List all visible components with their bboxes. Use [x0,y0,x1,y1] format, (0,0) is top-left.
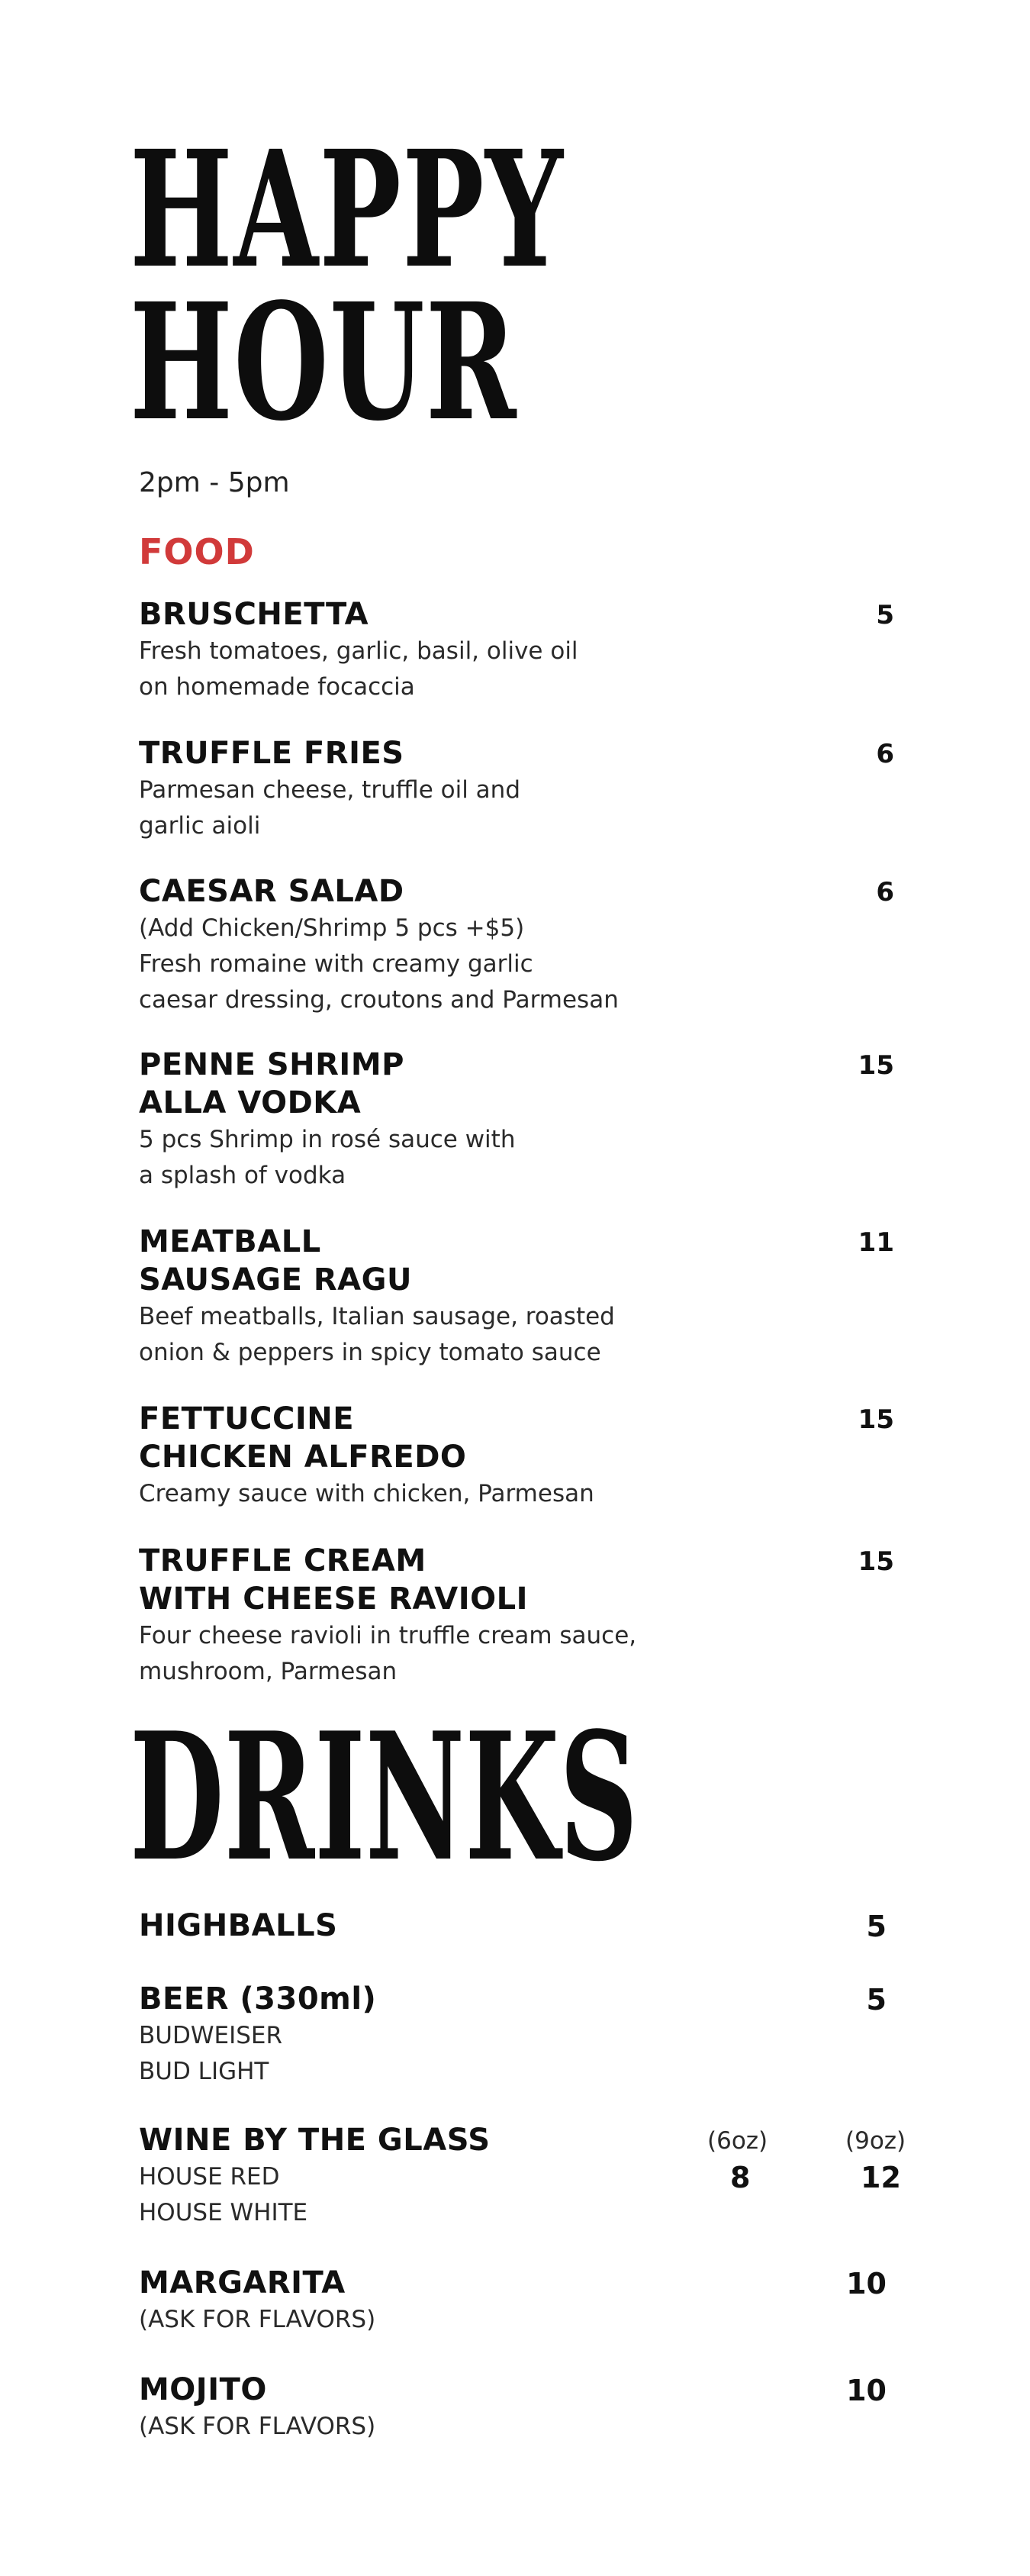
drink-highballs [139,1907,894,1945]
drink-desc-line: (ASK FOR FLAVORS) [139,2413,376,2440]
item-desc-line: on homemade focaccia [139,673,415,701]
item-desc-line: Parmesan cheese, truffle oil and [139,776,520,804]
drink-desc-line: HOUSE WHITE [139,2199,308,2226]
drink-price: 10 [846,2374,887,2407]
item-name-line: ALLA VODKA [139,1085,362,1120]
item-desc-line: a splash of vodka [139,1162,346,1189]
item-desc-line: Creamy sauce with chicken, Parmesan [139,1480,594,1507]
drink-margarita [139,2264,894,2338]
menu-item-fettuccine-alfredo [139,1400,894,1512]
item-price: 15 [858,1546,894,1577]
drink-desc-line: BUDWEISER [139,2022,283,2049]
drink-name: BEER [139,1981,229,2017]
drink-price: 10 [846,2267,887,2300]
wine-size-small: (6oz) [707,2127,768,2155]
item-desc-line: garlic aioli [139,812,261,840]
item-price: 15 [858,1050,894,1081]
wine-size-large: (9oz) [845,2127,906,2155]
wine-price-small: 8 [730,2161,751,2194]
item-desc-line: caesar dressing, croutons and Parmesan [139,986,619,1014]
drink-desc-line: HOUSE RED [139,2163,280,2191]
item-name-line: MEATBALL [139,1224,321,1259]
item-name-line: WITH CHEESE RAVIOLI [139,1581,528,1617]
item-price: 6 [876,739,894,769]
item-price: 5 [876,600,894,630]
food-section-label: FOOD [139,531,255,572]
menu-item-meatball-ragu [139,1223,894,1371]
item-desc-line: onion & peppers in spicy tomato sauce [139,1339,601,1366]
item-name: CAESAR SALAD [139,874,404,909]
drink-price: 5 [866,1983,887,2017]
drink-name-row [139,1980,894,2018]
item-price: 11 [858,1227,894,1258]
drink-price: 5 [866,1910,887,1943]
menu-item-caesar-salad [139,872,894,1018]
hours-text: 2pm - 5pm [139,467,290,498]
item-desc-line: Fresh romaine with creamy garlic [139,950,533,978]
item-desc-line: mushroom, Parmesan [139,1658,398,1685]
menu-item-truffle-fries [139,734,894,844]
item-name: TRUFFLE FRIES [139,736,404,771]
drink-wine [139,2121,906,2231]
drink-mojito [139,2371,894,2445]
item-price: 6 [876,877,894,908]
title-hour: HOUR [130,268,517,456]
item-desc-line: Beef meatballs, Italian sausage, roasted [139,1303,615,1330]
item-desc-line: (Add Chicken/Shrimp 5 pcs +$5) [139,914,525,942]
drinks-title: DRINKS [130,1694,639,1901]
drink-name: HIGHBALLS [139,1908,338,1943]
item-name: BRUSCHETTA [139,597,369,632]
title-happy: HAPPY [130,115,565,304]
item-name-line: SAUSAGE RAGU [139,1262,412,1298]
item-name-line: CHICKEN ALFREDO [139,1440,467,1475]
drink-desc-line: (ASK FOR FLAVORS) [139,2306,376,2333]
drink-name: MOJITO [139,2372,267,2407]
wine-price-large: 12 [861,2161,901,2194]
item-name-line: TRUFFLE CREAM [139,1543,426,1578]
menu-item-truffle-ravioli [139,1542,894,1690]
drink-name: MARGARITA [139,2265,346,2300]
menu-item-penne-shrimp [139,1046,894,1194]
menu-item-bruschetta [139,595,894,705]
item-desc-line: 5 pcs Shrimp in rosé sauce with [139,1126,516,1153]
drink-size: (330ml) [240,1981,377,2017]
item-name-line: PENNE SHRIMP [139,1047,404,1082]
item-name-line: FETTUCCINE [139,1401,355,1436]
drink-name: WINE BY THE GLASS [139,2123,491,2158]
drink-beer [139,1980,894,2090]
item-desc-line: Four cheese ravioli in truffle cream sauce, [139,1622,637,1649]
drink-desc-line: BUD LIGHT [139,2058,269,2085]
item-desc-line: Fresh tomatoes, garlic, basil, olive oil [139,637,578,665]
item-price: 15 [858,1404,894,1435]
